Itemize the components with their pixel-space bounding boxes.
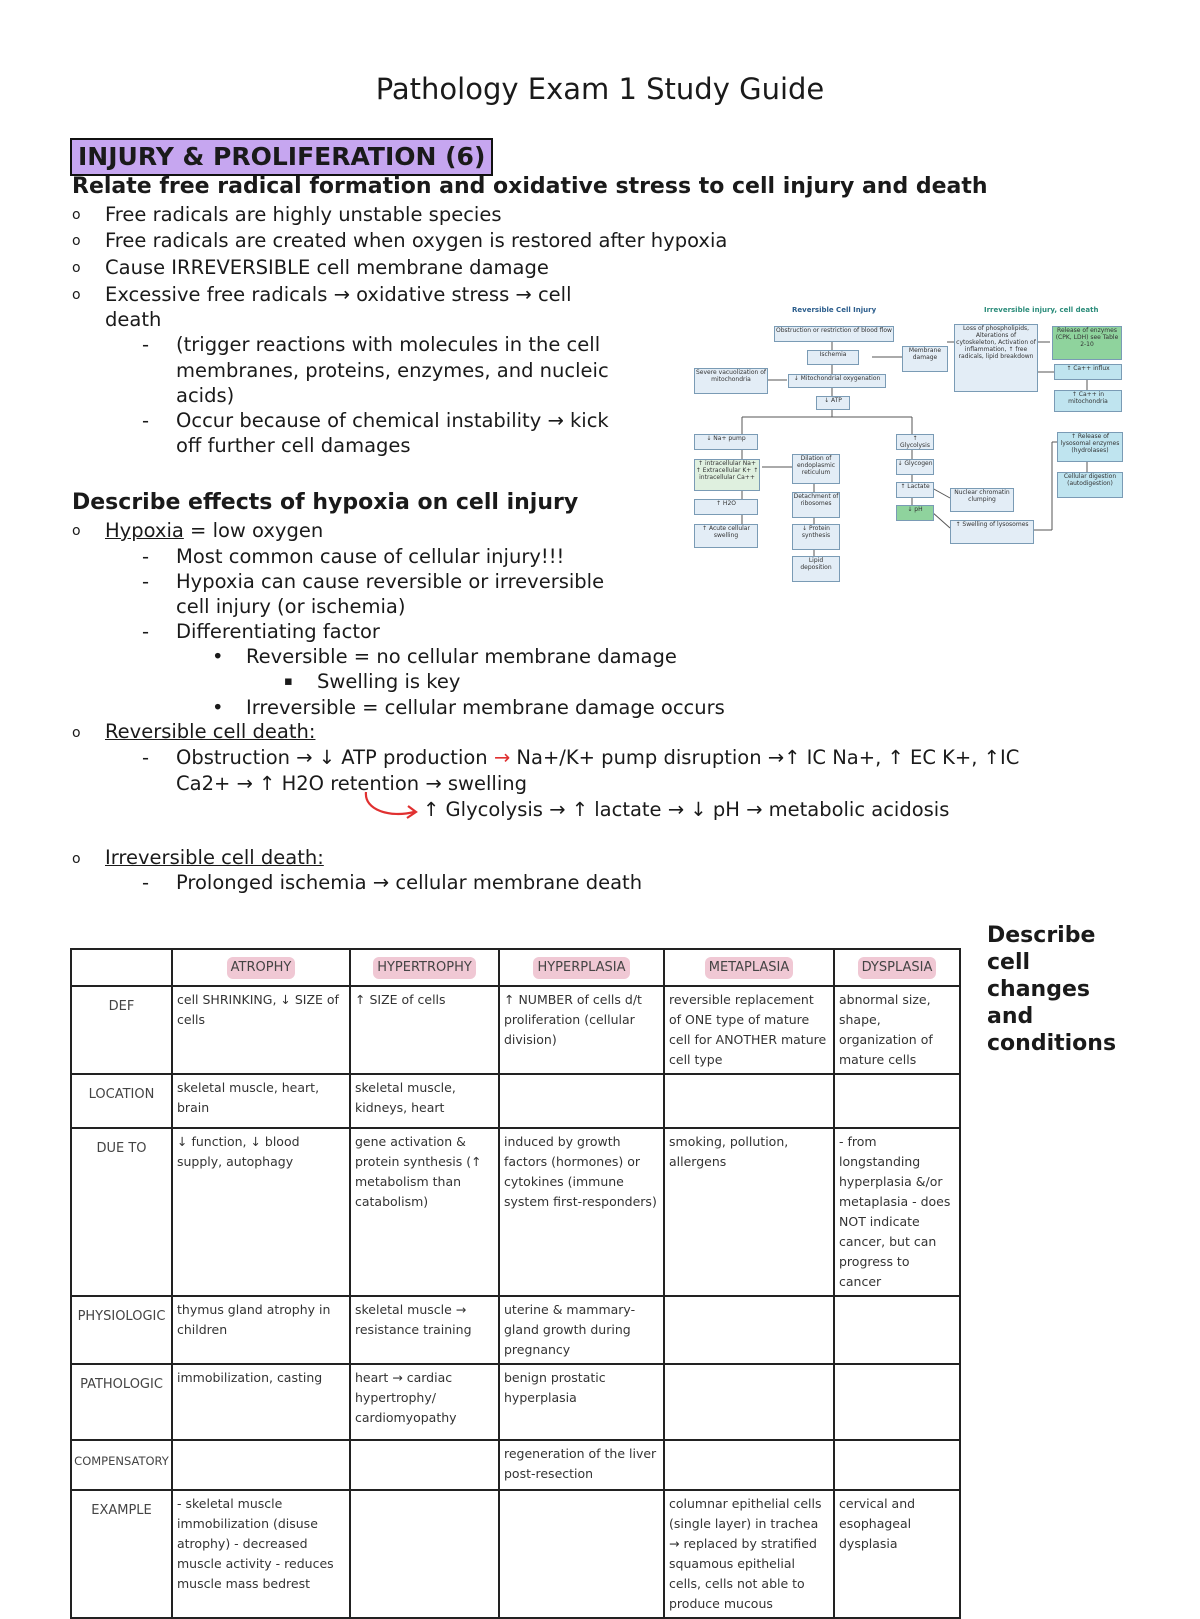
table-row [71, 1296, 960, 1364]
node-calcium-influx: ↑ Ca++ influx [1054, 364, 1122, 380]
heading-free-radicals: Relate free radical formation and oxidative stress to cell injury and death [72, 174, 988, 199]
dash-icon: - [142, 746, 150, 769]
term-hypoxia: Hypoxia [105, 519, 184, 542]
curved-arrow-icon [360, 788, 422, 824]
table-cell: induced by growth factors (hormones) or cytokines (immune system first-responders) [499, 1128, 664, 1296]
node-lipid-deposition: Lipid deposition [792, 556, 840, 582]
bullet-icon: o [72, 523, 81, 539]
table-cell [499, 1074, 664, 1128]
note-line: Differentiating factor [176, 620, 380, 643]
node-protein-synthesis: ↓ Protein synthesis [792, 524, 840, 550]
table-cell [834, 1296, 960, 1364]
note-line: death [105, 308, 162, 331]
table-row [71, 1074, 960, 1128]
table-cell: reversible replacement of ONE type of mature cell for ANOTHER mature cell type [664, 986, 834, 1074]
side-heading-line: changes [987, 977, 1090, 1002]
bullet-icon: o [72, 287, 81, 303]
table-cell: skeletal muscle, kidneys, heart [350, 1074, 499, 1128]
table-row [71, 1440, 960, 1490]
bullet-icon: • [212, 645, 224, 668]
node-cellular-digestion: Cellular digestion (autodigestion) [1057, 472, 1123, 498]
table-cell: heart → cardiac hypertrophy/ cardiomyopathy [350, 1364, 499, 1440]
table-cell: gene activation & protein synthesis (↑ metabolism than catabolism) [350, 1128, 499, 1296]
note-line: Cause IRREVERSIBLE cell membrane damage [105, 256, 549, 279]
red-arrow-icon: → [493, 746, 511, 769]
note-line: acids) [176, 384, 235, 407]
header-atrophy [172, 949, 350, 986]
note-line [105, 518, 323, 543]
table-cell [834, 1440, 960, 1490]
dash-icon: - [142, 409, 150, 432]
note-line: Most common cause of cellular injury!!! [176, 545, 565, 568]
table-cell: thymus gland atrophy in children [172, 1296, 350, 1364]
node-ischemia: Ischemia [807, 350, 859, 365]
section-heading: INJURY & PROLIFERATION (6) [70, 138, 493, 176]
table-cell: ↑ SIZE of cells [350, 986, 499, 1074]
pathway-part: Na+/K+ pump disruption →↑ IC Na+, ↑ EC K+, ↑IC [510, 746, 1020, 769]
table-cell: smoking, pollution, allergens [664, 1128, 834, 1296]
note-line: Free radicals are highly unstable species [105, 203, 502, 226]
row-label: COMPENSATORY [71, 1440, 172, 1490]
header-label: ATROPHY [227, 957, 296, 979]
bullet-icon: • [212, 696, 224, 719]
bullet-icon: o [72, 233, 81, 249]
node-membrane-damage: Membrane damage [902, 346, 948, 372]
dash-icon: - [142, 871, 150, 894]
bullet-icon: o [72, 851, 81, 867]
heading-hypoxia: Describe effects of hypoxia on cell injury [72, 490, 579, 515]
note-line: off further cell damages [176, 434, 411, 457]
side-heading-line: conditions [987, 1031, 1117, 1056]
node-ribosome-detachment: Detachment of ribosomes [792, 492, 840, 518]
node-lysosome-swelling: ↑ Swelling of lysosomes [950, 520, 1034, 544]
note-line: Swelling is key [317, 670, 461, 693]
node-h2o: ↑ H2O [694, 499, 758, 515]
table-row [71, 986, 960, 1074]
cell-injury-diagram [692, 302, 1128, 592]
node-mitochondrial-oxygenation: ↓ Mitochondrial oxygenation [788, 374, 886, 388]
term-definition: = low oxygen [183, 519, 324, 542]
node-obstruction: Obstruction or restriction of blood flow [774, 326, 894, 342]
table-cell: immobilization, casting [172, 1364, 350, 1440]
table-cell: cervical and esophageal dysplasia [834, 1490, 960, 1618]
bullet-icon: o [72, 260, 81, 276]
node-glycolysis: ↑ Glycolysis [896, 434, 934, 450]
row-label: PATHOLOGIC [71, 1364, 172, 1440]
table-cell: - skeletal muscle immobilization (disuse atrophy) - decreased muscle activity - reduces muscle mass bedrest [172, 1490, 350, 1618]
table-cell: - from longstanding hyperplasia &/or metaplasia - does NOT indicate cancer, but can progress to cancer [834, 1128, 960, 1296]
note-line: (trigger reactions with molecules in the cell [176, 333, 601, 356]
table-cell [350, 1490, 499, 1618]
page-title: Pathology Exam 1 Study Guide [375, 72, 825, 106]
table-cell: benign prostatic hyperplasia [499, 1364, 664, 1440]
node-atp: ↓ ATP [816, 396, 850, 410]
header-hyperplasia [499, 949, 664, 986]
side-heading-line: and [987, 1004, 1034, 1029]
node-na-pump: ↓ Na+ pump [694, 434, 758, 450]
note-line: Hypoxia can cause reversible or irreversible [176, 570, 605, 593]
header-label: HYPERPLASIA [533, 957, 629, 979]
note-line: Occur because of chemical instability → kick [176, 409, 609, 432]
header-hypertrophy [350, 949, 499, 986]
table-cell: columnar epithelial cells (single layer) in trachea → replaced by stratified squamous epithelial cells, cells not able to produce mucous [664, 1490, 834, 1618]
bullet-icon: ▪ [284, 674, 293, 689]
node-lysosomal-release: ↑ Release of lysosomal enzymes (hydrolases) [1057, 432, 1123, 462]
header-dysplasia [834, 949, 960, 986]
table-cell: uterine & mammary-gland growth during pregnancy [499, 1296, 664, 1364]
table-header-row [71, 949, 960, 986]
node-acute-swelling: ↑ Acute cellular swelling [694, 524, 758, 548]
note-line: ↑ Glycolysis → ↑ lactate → ↓ pH → metabolic acidosis [423, 798, 950, 821]
side-heading-line: Describe [987, 923, 1096, 948]
bullet-icon: o [72, 725, 81, 741]
table-cell [664, 1296, 834, 1364]
node-nuclear-clumping: Nuclear chromatin clumping [950, 488, 1014, 512]
table-corner-cell [71, 949, 172, 986]
header-label: METAPLASIA [705, 957, 794, 979]
diagram-title-irreversible: Irreversible injury, cell death [984, 306, 1099, 314]
note-line: Irreversible = cellular membrane damage occurs [246, 696, 725, 719]
row-label: PHYSIOLOGIC [71, 1296, 172, 1364]
table-cell: regeneration of the liver post-resection [499, 1440, 664, 1490]
row-label: EXAMPLE [71, 1490, 172, 1618]
note-line: membranes, proteins, enzymes, and nucleic [176, 359, 609, 382]
dash-icon: - [142, 620, 150, 643]
table-cell: ↓ function, ↓ blood supply, autophagy [172, 1128, 350, 1296]
table-cell: cell SHRINKING, ↓ SIZE of cells [172, 986, 350, 1074]
node-severe-vacuolization: Severe vacuolization of mitochondria [694, 368, 768, 394]
node-enzymes-release: Release of enzymes (CPK, LDH) see Table 2-10 [1052, 326, 1122, 360]
table-cell: ↑ NUMBER of cells d/t proliferation (cellular division) [499, 986, 664, 1074]
node-glycogen: ↓ Glycogen [896, 459, 934, 475]
table-cell: skeletal muscle → resistance training [350, 1296, 499, 1364]
dash-icon: - [142, 570, 150, 593]
pathway-part: Obstruction → ↓ ATP production [176, 746, 488, 769]
note-line: Ca2+ → ↑ H2O retention → swelling [176, 772, 527, 795]
note-line [176, 745, 1019, 770]
header-metaplasia [664, 949, 834, 986]
table-cell [834, 1074, 960, 1128]
table-cell [172, 1440, 350, 1490]
table-cell: abnormal size, shape, organization of mature cells [834, 986, 960, 1074]
dash-icon: - [142, 333, 150, 356]
table-cell [834, 1364, 960, 1440]
table-cell [664, 1364, 834, 1440]
subheading-reversible: Reversible cell death: [105, 720, 316, 743]
table-row [71, 1490, 960, 1618]
node-lactate: ↑ Lactate [896, 482, 934, 498]
table-row [71, 1128, 960, 1296]
table-cell [664, 1440, 834, 1490]
node-calcium-mitochondria: ↑ Ca++ in mitochondria [1054, 390, 1122, 412]
row-label: DUE TO [71, 1128, 172, 1296]
subheading-irreversible: Irreversible cell death: [105, 846, 324, 869]
table-cell [499, 1490, 664, 1618]
table-cell: skeletal muscle, heart, brain [172, 1074, 350, 1128]
header-label: HYPERTROPHY [373, 957, 476, 979]
node-loss-phospholipids: Loss of phospholipids, Alterations of cytoskeleton, Activation of inflammation, ↑ free radicals, lipid breakdown [954, 324, 1038, 392]
table-row [71, 1364, 960, 1440]
cell-changes-table [70, 948, 961, 1619]
table-cell [664, 1074, 834, 1128]
dash-icon: - [142, 545, 150, 568]
header-label: DYSPLASIA [858, 957, 937, 979]
side-heading [987, 922, 1157, 1057]
bullet-icon: o [72, 207, 81, 223]
node-ph: ↓ pH [896, 505, 934, 521]
row-label: LOCATION [71, 1074, 172, 1128]
side-heading-line: cell [987, 950, 1031, 975]
note-line: Free radicals are created when oxygen is restored after hypoxia [105, 229, 728, 252]
note-line: Prolonged ischemia → cellular membrane death [176, 871, 643, 894]
diagram-title-reversible: Reversible Cell Injury [792, 306, 877, 314]
note-line: cell injury (or ischemia) [176, 595, 406, 618]
node-ion-changes: ↑ intracellular Na+ ↑ Extracellular K+ ↑ intracellular Ca++ [694, 459, 760, 491]
row-label: DEF [71, 986, 172, 1074]
note-line: Reversible = no cellular membrane damage [246, 645, 677, 668]
note-line: Excessive free radicals → oxidative stress → cell [105, 283, 572, 306]
node-er-dilation: Dilation of endoplasmic reticulum [792, 454, 840, 484]
table-cell [350, 1440, 499, 1490]
